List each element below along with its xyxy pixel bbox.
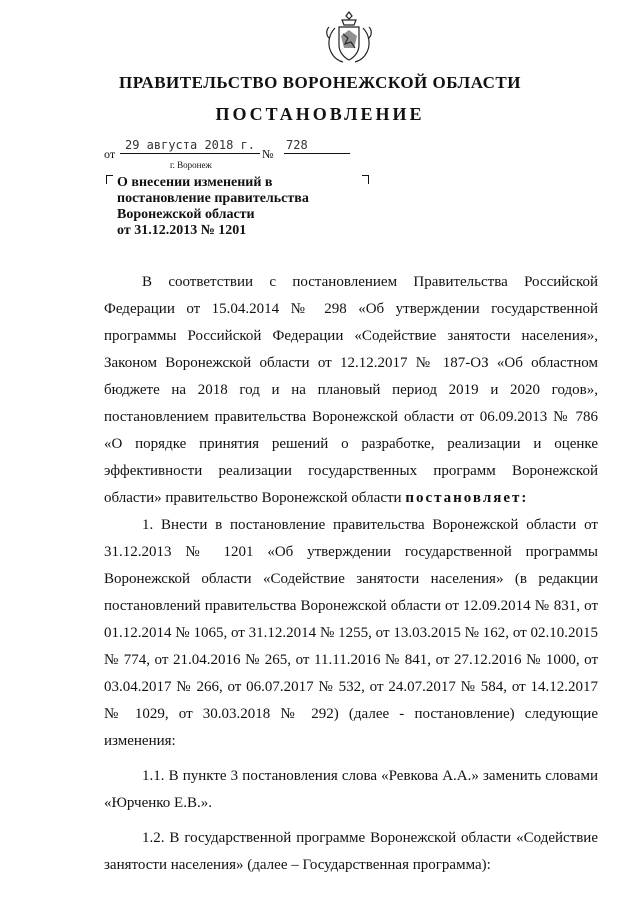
organization-title: ПРАВИТЕЛЬСТВО ВОРОНЕЖСКОЙ ОБЛАСТИ — [118, 73, 521, 92]
date-prefix: от — [104, 147, 116, 161]
city-label: г. Воронеж — [170, 160, 212, 170]
subject-line: от 31.12.2013 № 1201 — [117, 223, 247, 238]
body-paragraph: 1.2. В государственной программе Воронежской области «Содействие занятости населения» (далее – Государственная программа): — [104, 830, 598, 873]
document-subject — [117, 175, 377, 239]
subject-corner-left — [106, 175, 113, 184]
document-date: 29 августа 2018 г. — [120, 138, 260, 154]
body-paragraph: 1. Внести в постановление правительства Воронежской области от 31.12.2013 № 1201 «Об утверждении государственной программы Воронежской области «Содействие занятости населения» (в редакции постановлений правительства Воронежской области от 12.09.2014 № 831, от 01.12.2014 № 1065, от 31.12.2014 № 1255, от 13.03.2015 № 162, от 02.10.2015 № 774, от 21.04.2016 № 265, от 11.11.2016 № 841, от 27.12.2016 № 1000, от 03.04.2017 № 266, от 06.07.2017 № 532, от 24.07.2017 № 584, от 14.12.2017 № 1029, от 30.03.2018 № 292) (далее - постановление) следующие изменения: — [104, 517, 598, 749]
number-label: № — [262, 147, 274, 161]
subject-line: Воронежской области — [117, 207, 255, 222]
document-number: 728 — [284, 138, 350, 154]
body-paragraph — [104, 269, 598, 512]
document-type: ПОСТАНОВЛЕНИЕ — [215, 104, 425, 124]
subject-line: постановление правительства — [117, 191, 309, 206]
coat-of-arms-icon — [320, 8, 378, 68]
document-body — [104, 269, 598, 879]
resolves-keyword: постановляет: — [405, 490, 529, 506]
subject-line: О внесении изменений в — [117, 175, 273, 190]
body-paragraph: 1.1. В пункте 3 постановления слова «Ревкова А.А.» заменить словами «Юрченко Е.В.». — [104, 768, 598, 811]
preamble-text: В соответствии с постановлением Правительства Российской Федерации от 15.04.2014 № 298 «Об утверждении государственной программы Российской Федерации «Содействие занятости населения», Законом Воронежской области от 12.12.2017 № 187-ОЗ «Об областном бюджете на 2018 год и на плановый период 2019 и 2020 годов», постановлением правительства Воронежской области от 06.09.2013 № 786 «О порядке принятия решений о разработке, реализации и оценке эффективности реализации государственных программ Воронежской области» правительство Воронежской области — [104, 274, 598, 506]
